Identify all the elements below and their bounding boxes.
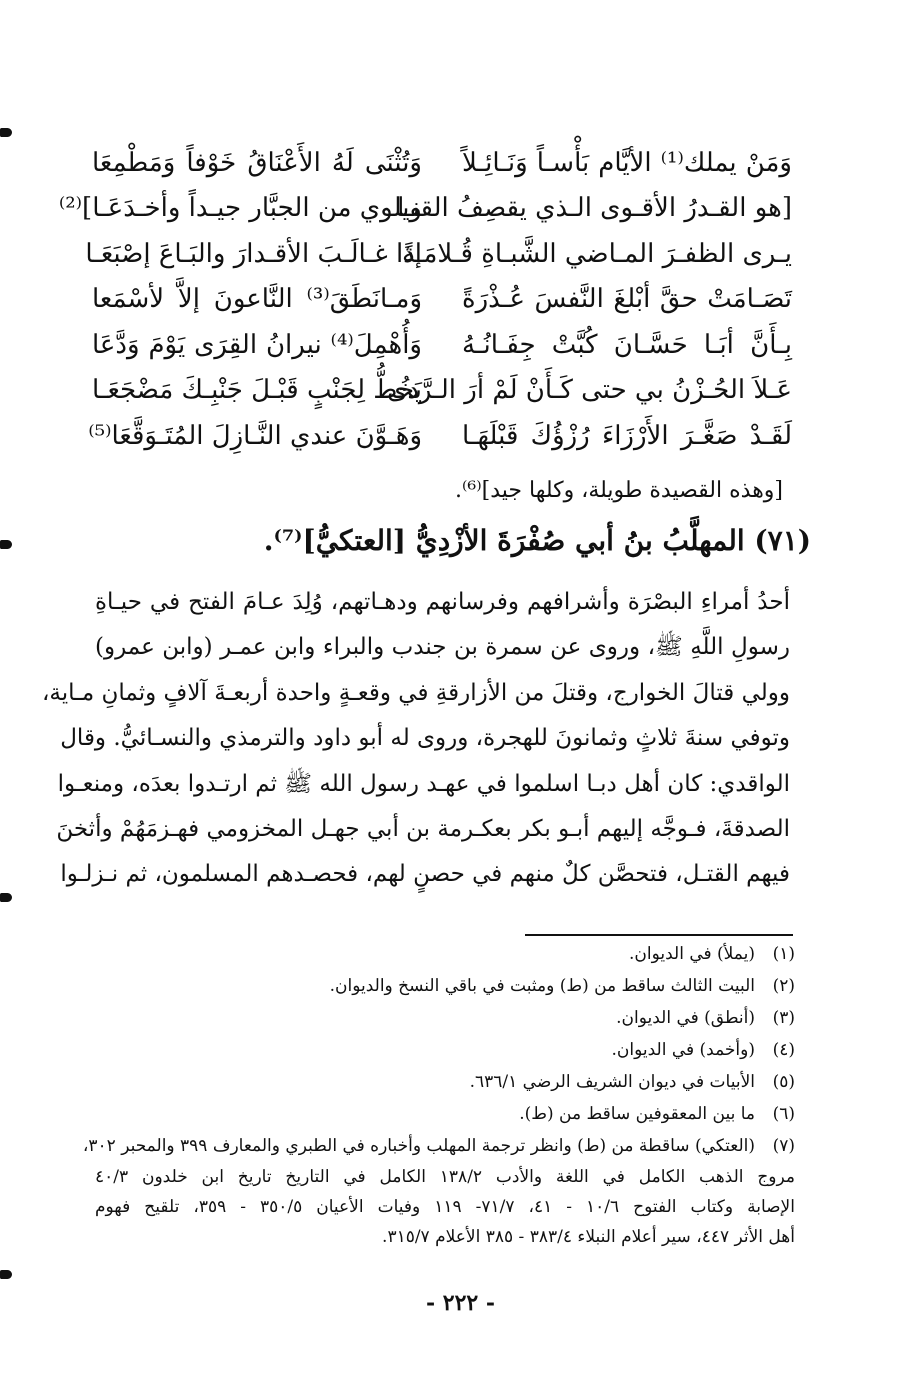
body-line: فيهم القتـل، فتحصَّن كلٌ منهم في حصنٍ لهم، فحصـدهم المسلمون، ثم نـزلـوا [60, 861, 790, 888]
footnote-number: (٣) [772, 1008, 795, 1028]
footnote-continuation: أهل الأثر ٤٤٧، سير أعلام النبلاء ٣٨٣/٤ - ٣٨٥ الأعلام ٣١٥/٧. [382, 1227, 795, 1247]
entry-body [41, 580, 790, 898]
margin-mark [0, 893, 12, 902]
poem-verse [58, 186, 792, 232]
verse-first-hemistich: تَصَـامَتْ حقَّ أبْلغَ النَّفسَ عُـذْرَةً [462, 284, 792, 315]
footnote-text: (وأخمد) في الديوان. [611, 1040, 755, 1060]
poem-verse [92, 368, 792, 414]
verse-first-hemistich: لَقَـدْ صَغَّـرَ الأَرْزَاءَ رُزْؤُكَ قَبْلَهَـا [462, 420, 792, 451]
verse-first-hemistich: بِـأَنَّ أبَـا حَسَّـانَ كُبَّتْ جِفَـانُـهُ [462, 329, 792, 360]
footnotes [82, 938, 795, 1252]
verse-second-hemistich: وَأُهْمِلَ⁽⁴⁾ نيرانُ القِرَى يَوْمَ وَدَّعَا [92, 329, 422, 360]
body-line: رسولِ اللَّهِ ﷺ، وروى عن سمرة بن جندب والبراء وابن عمـر (وابن عمرو) [95, 634, 790, 661]
footnote [82, 1130, 795, 1162]
footnote-number: (٢) [772, 976, 795, 996]
verse-first-hemistich: [هو القـدرُ الأقـوى الـذي يقصِفُ القنـا [397, 193, 792, 224]
verse-second-hemistich: إذا غـالَـبَ الأقـدارَ والبَـاعَ إصْبَعَـا [85, 238, 422, 269]
footnote-number: (٤) [772, 1040, 795, 1060]
verse-second-hemistich: ويلوي من الجبَّار جيـداً وأخـدَعَـا]⁽²⁾ [58, 193, 422, 224]
verse-second-hemistich: وَهَـوَّنَ عندي النَّـازِلَ المُتَـوَقَّعَا⁽⁵⁾ [88, 420, 422, 451]
body-line: وتوفي سنةَ ثلاثٍ وثمانونَ للهجرة، وروى له أبو داود والترمذي والنسـائيُّ. وقال [60, 725, 790, 752]
body-line: وولي قتالَ الخوارج، وقتلَ من الأزارقةِ في وقعـةٍ واحدة أربعـةَ آلافٍ وثمانِ مـاية، [41, 679, 790, 706]
footnote [95, 1034, 795, 1066]
footnote-number: (٧) [772, 1136, 795, 1156]
footnote-number: (٥) [772, 1072, 795, 1092]
footnote-text: البيت الثالث ساقط من (ط) ومثبت في باقي النسخ والديوان. [329, 976, 755, 996]
footnote [95, 1066, 795, 1098]
poem-verse [92, 277, 792, 323]
footnote-number: (١) [772, 944, 795, 964]
verse-second-hemistich: يَخُطُّ لِجَنْبٍ قَبْـلَ جَنْبِـكَ مَضْجَعَـا [91, 375, 422, 406]
body-line: الصدقةَ، فـوجَّه إليهم أبـو بكر بعكـرمة بن أبي جهـل المخزومي فهـزمَهُمْ وأثخنَ [56, 815, 790, 842]
footnote-text: (أنطق) في الديوان. [616, 1008, 755, 1028]
footnote-number: (٦) [772, 1104, 795, 1124]
footnote-text: ما بين المعقوفين ساقط من (ط). [519, 1104, 755, 1124]
margin-mark [0, 540, 12, 549]
poem-verse [88, 413, 792, 459]
body-line: أحدُ أمراءِ البصْرَة وأشرافهم وفرسانهم ودهـاتهم، وُلِدَ عـامَ الفتح في حيـاةِ [95, 589, 790, 615]
body-line: الواقدي: كان أهل دبـا اسلموا في عهـد رسول الله ﷺ ثم ارتـدوا بعدَه، ومنعـوا [57, 770, 790, 797]
footnote-divider [525, 934, 793, 936]
footnote-text: الأبيات في ديوان الشريف الرضي ٦٣٦/١. [469, 1072, 755, 1092]
verse-second-hemistich: وَتُثْنَى لَهُ الأَعْنَاقُ خَوْفاً وَمَطْمِعَا [92, 147, 422, 178]
poem-note: [وهذه القصيدة طويلة، وكلها جيد]⁽⁶⁾. [455, 478, 783, 503]
poem-verse [92, 322, 792, 368]
footnote [95, 1002, 795, 1034]
poem-verse [85, 231, 792, 277]
footnote-text: (يملأ) في الديوان. [628, 944, 755, 964]
footnote-continuation: الإصابة وكتاب الفتوح ١٠/٦ - ٤١، ٧١/٧- ١١٩ وفيات الأعيان ٣٥٠/٥ - ٣٥٩، تلقيح فهوم [95, 1197, 795, 1217]
footnote-continuation: مروج الذهب الكامل في اللغة والأدب ١٣٨/٢ الكامل في التاريخ تاريخ ابن خلدون ٤٠/٣ [95, 1167, 795, 1187]
entry-heading: (٧١) المهلَّبُ بنُ أبي صُفْرَةَ الأزْدِيُّ [العتكيُّ]⁽⁷⁾. [263, 524, 811, 557]
margin-mark [0, 128, 12, 137]
verse-first-hemistich: وَمَنْ يملك⁽¹⁾ الأيَّام بَأْسـاً وَنَـائِـلاً [462, 147, 792, 178]
footnote-text: (العتكي) ساقطة من (ط) وانظر ترجمة المهلب وأخباره في الطبري والمعارف ٣٩٩ والمحبر ٣٠٢، [82, 1136, 755, 1156]
footnote [95, 970, 795, 1002]
verse-first-hemistich: يـرى الظفـرَ المـاضي الشَّبـاةِ قُـلامَـةً [401, 238, 792, 269]
margin-mark [0, 1270, 12, 1279]
footnote [95, 938, 795, 970]
poem-verse [92, 140, 792, 186]
poem [58, 140, 792, 459]
verse-first-hemistich: عَـلاَ الحُـزْنُ بي حتى كَـأَنْ لَمْ أرَ الـرَّدى [386, 375, 792, 406]
page-number: - ٢٢٢ - [425, 1290, 496, 1316]
footnote [95, 1098, 795, 1130]
verse-second-hemistich: وَمـانَطَقَ⁽³⁾ النَّاعونَ إلاَّ لأسْمَعا [92, 284, 422, 315]
